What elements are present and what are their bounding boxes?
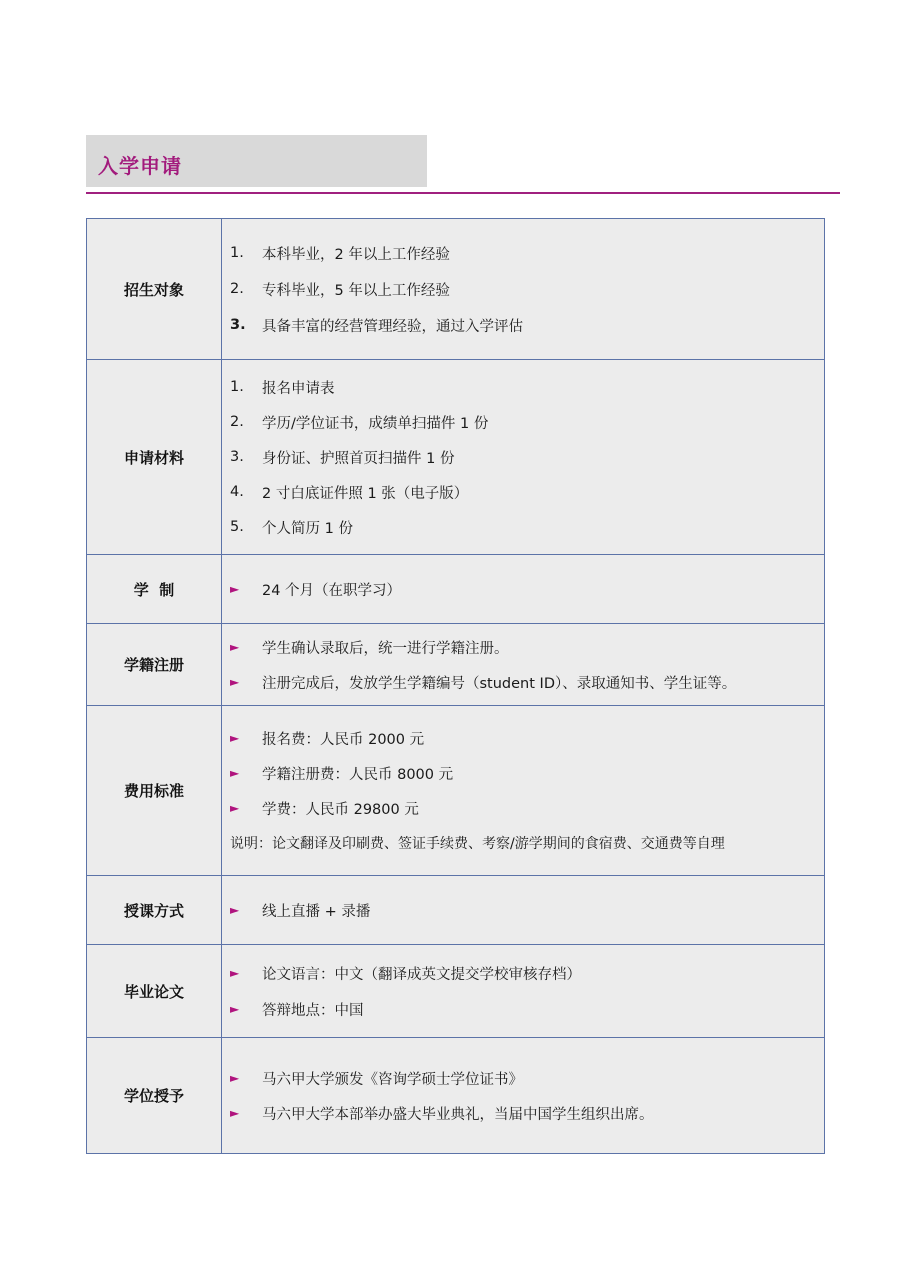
list-item bbox=[230, 900, 816, 921]
item-number: 1. bbox=[230, 379, 244, 395]
list-item bbox=[230, 235, 816, 271]
list-item bbox=[230, 370, 816, 405]
row-label: 学 制 bbox=[87, 555, 222, 624]
item-number: 3. bbox=[230, 317, 246, 333]
list-item bbox=[230, 1096, 816, 1131]
triangle-bullet-icon: ► bbox=[230, 640, 240, 654]
row-label: 学位授予 bbox=[87, 1038, 222, 1154]
list-item bbox=[230, 630, 816, 665]
triangle-bullet-icon: ► bbox=[230, 903, 240, 917]
list-item bbox=[230, 955, 816, 991]
table-row-materials bbox=[87, 360, 825, 555]
fees-note: 说明：论文翻译及印刷费、签证手续费、考察/游学期间的食宿费、交通费等自理 bbox=[230, 836, 725, 852]
item-text: 论文语言：中文（翻译成英文提交学校审核存档） bbox=[262, 966, 581, 983]
row-label: 学籍注册 bbox=[87, 624, 222, 706]
item-text: 报名费：人民币 2000 元 bbox=[262, 731, 425, 748]
triangle-bullet-icon: ► bbox=[230, 966, 240, 980]
item-text: 马六甲大学颁发《咨询学硕士学位证书》 bbox=[262, 1071, 523, 1088]
item-number: 5. bbox=[230, 519, 244, 535]
row-content bbox=[222, 1038, 825, 1154]
triangle-bullet-icon: ► bbox=[230, 1106, 240, 1120]
row-content bbox=[222, 876, 825, 945]
section-header bbox=[86, 135, 427, 187]
list-item bbox=[230, 791, 816, 826]
triangle-bullet-icon: ► bbox=[230, 766, 240, 780]
row-content bbox=[222, 624, 825, 706]
row-label: 毕业论文 bbox=[87, 945, 222, 1038]
row-content bbox=[222, 945, 825, 1038]
item-text: 马六甲大学本部举办盛大毕业典礼，当届中国学生组织出席。 bbox=[262, 1106, 654, 1123]
item-text: 身份证、护照首页扫描件 1 份 bbox=[262, 450, 455, 467]
list-item bbox=[230, 579, 816, 600]
item-text: 学生确认录取后，统一进行学籍注册。 bbox=[262, 640, 509, 657]
list-item bbox=[230, 665, 816, 700]
row-content bbox=[222, 555, 825, 624]
item-text: 报名申请表 bbox=[262, 380, 335, 397]
list-item bbox=[230, 271, 816, 307]
list-item bbox=[230, 405, 816, 440]
list-item bbox=[230, 1061, 816, 1096]
item-text: 专科毕业，5 年以上工作经验 bbox=[262, 282, 450, 299]
admission-info-table bbox=[86, 218, 825, 1154]
table-row-teaching bbox=[87, 876, 825, 945]
item-text: 个人简历 1 份 bbox=[262, 520, 353, 537]
item-text: 学籍注册费：人民币 8000 元 bbox=[262, 766, 454, 783]
item-text: 学费：人民币 29800 元 bbox=[262, 801, 419, 818]
item-text: 本科毕业，2 年以上工作经验 bbox=[262, 246, 450, 263]
table-row-target bbox=[87, 219, 825, 360]
list-item bbox=[230, 307, 816, 343]
triangle-bullet-icon: ► bbox=[230, 582, 240, 596]
table-row-fees bbox=[87, 706, 825, 876]
item-number: 3. bbox=[230, 449, 244, 465]
table-row-registration bbox=[87, 624, 825, 706]
item-number: 1. bbox=[230, 245, 244, 261]
item-text: 学历/学位证书，成绩单扫描件 1 份 bbox=[262, 415, 489, 432]
row-label: 招生对象 bbox=[87, 219, 222, 360]
list-item bbox=[230, 756, 816, 791]
table-row-duration bbox=[87, 555, 825, 624]
item-text: 2 寸白底证件照 1 张（电子版） bbox=[262, 485, 469, 502]
row-label: 授课方式 bbox=[87, 876, 222, 945]
item-text: 24 个月（在职学习） bbox=[262, 582, 402, 599]
item-number: 2. bbox=[230, 281, 244, 297]
triangle-bullet-icon: ► bbox=[230, 1071, 240, 1085]
row-label: 申请材料 bbox=[87, 360, 222, 555]
item-number: 4. bbox=[230, 484, 244, 500]
list-item bbox=[230, 721, 816, 756]
list-item bbox=[230, 440, 816, 475]
list-item bbox=[230, 991, 816, 1027]
triangle-bullet-icon: ► bbox=[230, 731, 240, 745]
table-row-degree bbox=[87, 1038, 825, 1154]
item-text: 注册完成后，发放学生学籍编号（student ID）、录取通知书、学生证等。 bbox=[262, 675, 737, 692]
item-text: 线上直播 + 录播 bbox=[262, 903, 371, 920]
row-content bbox=[222, 360, 825, 555]
triangle-bullet-icon: ► bbox=[230, 801, 240, 815]
item-number: 2. bbox=[230, 414, 244, 430]
item-text: 答辩地点：中国 bbox=[262, 1002, 364, 1019]
section-divider bbox=[86, 192, 840, 194]
triangle-bullet-icon: ► bbox=[230, 675, 240, 689]
section-title: 入学申请 bbox=[98, 154, 182, 178]
item-text: 具备丰富的经营管理经验，通过入学评估 bbox=[262, 318, 523, 335]
triangle-bullet-icon: ► bbox=[230, 1002, 240, 1016]
list-item bbox=[230, 510, 816, 545]
list-item bbox=[230, 475, 816, 510]
row-content bbox=[222, 219, 825, 360]
table-row-thesis bbox=[87, 945, 825, 1038]
row-label: 费用标准 bbox=[87, 706, 222, 876]
row-content bbox=[222, 706, 825, 876]
